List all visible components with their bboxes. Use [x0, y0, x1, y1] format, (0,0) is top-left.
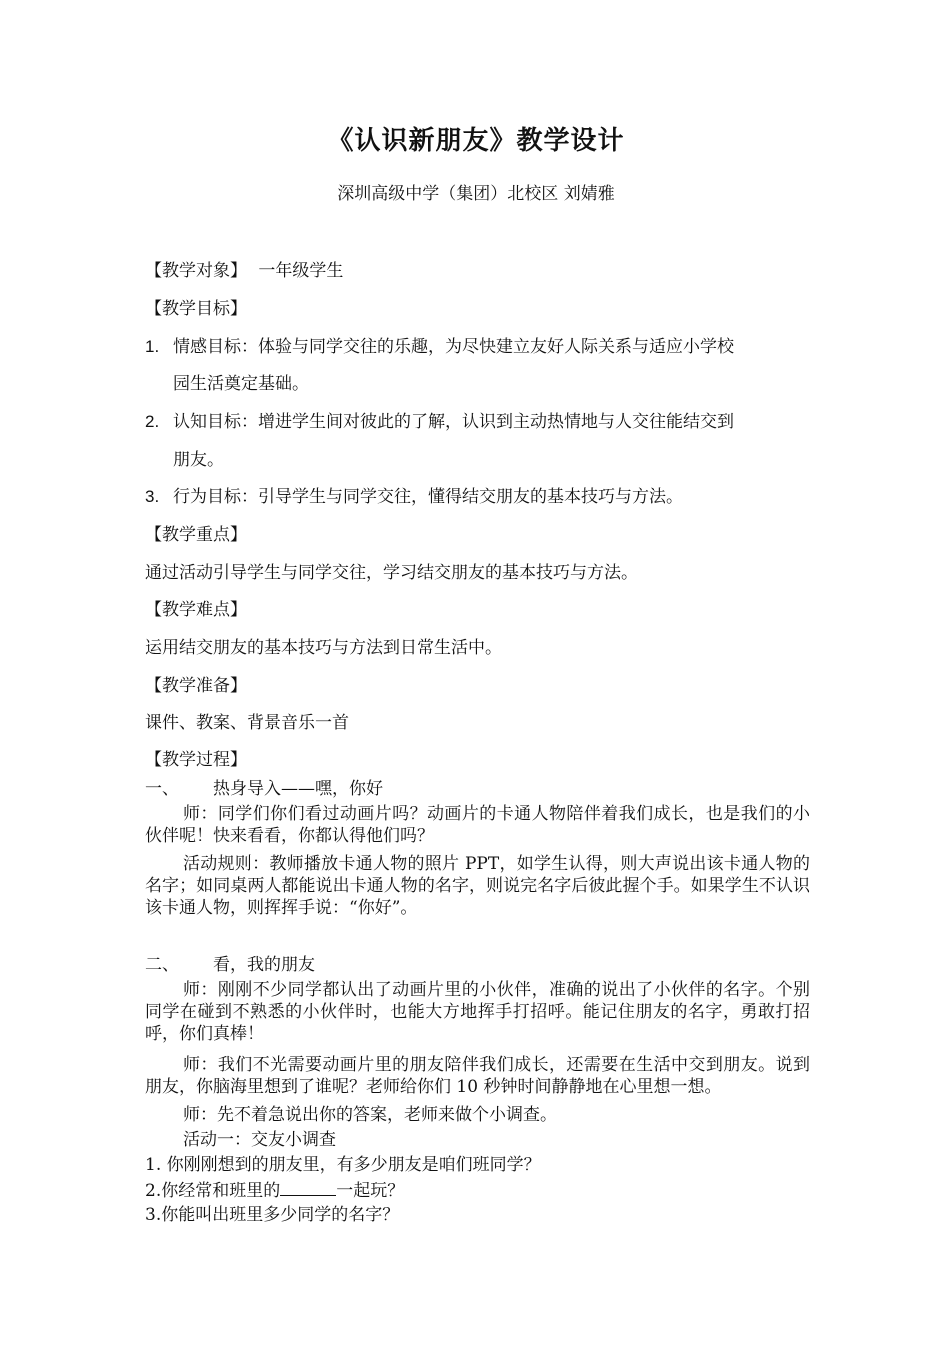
- target-value: 一年级学生: [258, 261, 344, 281]
- goals-label: 【教学目标】: [145, 299, 247, 319]
- goal-number: 1.: [145, 337, 160, 356]
- activity-title: 活动一：交友小调查: [183, 1130, 336, 1150]
- goal-text: 认知目标：增进学生间对彼此的了解，认识到主动热情地与人交往能结交到: [173, 412, 734, 432]
- preparation-text: 课件、教案、背景音乐一首: [145, 713, 349, 733]
- preparation-label: 【教学准备】: [145, 676, 247, 696]
- difficulty-label: 【教学难点】: [145, 600, 247, 620]
- goal-text: 行为目标：引导学生与同学交往，懂得结交朋友的基本技巧与方法。: [173, 487, 683, 507]
- goal-item-1: [145, 336, 734, 358]
- goal-item-3: [145, 486, 683, 508]
- document-author: 深圳高级中学（集团）北校区 刘婧雅: [337, 184, 615, 204]
- goal-text-continued: 园生活奠定基础。: [173, 374, 309, 394]
- target-label: 【教学对象】: [145, 261, 247, 281]
- section-2-paragraph-3: 师：先不着急说出你的答案，老师来做个小调查。: [183, 1105, 557, 1125]
- section-title: 热身导入——嘿，你好: [213, 779, 383, 799]
- question-text: 一起玩？: [336, 1181, 405, 1201]
- document-title: 《认识新朋友》教学设计: [327, 126, 625, 156]
- goal-item-2: [145, 411, 734, 433]
- goal-number: 2.: [145, 412, 160, 431]
- survey-question-2: [145, 1179, 404, 1202]
- section-number: 二、: [145, 955, 179, 975]
- section-number: 一、: [145, 779, 179, 799]
- question-text: 2.你经常和班里的: [145, 1181, 281, 1201]
- goal-text: 情感目标：体验与同学交往的乐趣，为尽快建立友好人际关系与适应小学校: [173, 337, 734, 357]
- section-2-paragraph-1: 师：刚刚不少同学都认出了动画片里的小伙伴，准确的说出了小伙伴的名字。个别同学在碰到不熟悉的小伙伴时，也能大方地挥手打招呼。能记住朋友的名字，勇敢打招呼，你们真棒！: [145, 980, 810, 1044]
- key-point-label: 【教学重点】: [145, 525, 247, 545]
- key-point-text: 通过活动引导学生与同学交往，学习结交朋友的基本技巧与方法。: [145, 563, 638, 583]
- target-row: [145, 260, 343, 282]
- difficulty-text: 运用结交朋友的基本技巧与方法到日常生活中。: [145, 638, 502, 658]
- goal-text-continued: 朋友。: [173, 450, 224, 470]
- section-2-heading: [145, 954, 315, 976]
- section-title: 看，我的朋友: [213, 955, 315, 975]
- section-1-heading: [145, 778, 383, 800]
- section-2-paragraph-2: 师：我们不光需要动画片里的朋友陪伴我们成长，还需要在生活中交到朋友。说到朋友，你脑海里想到了谁呢？老师给你们 10 秒钟时间静静地在心里想一想。: [145, 1055, 810, 1097]
- survey-question-1: 1. 你刚刚想到的朋友里，有多少朋友是咱们班同学？: [145, 1155, 541, 1175]
- process-label: 【教学过程】: [145, 750, 247, 770]
- section-1-paragraph-1: 师：同学们你们看过动画片吗？动画片的卡通人物陪伴着我们成长，也是我们的小伙伴呢！快来看看，你都认得他们吗？: [145, 804, 810, 846]
- section-1-paragraph-2: 活动规则：教师播放卡通人物的照片 PPT，如学生认得，则大声说出该卡通人物的名字；如同桌两人都能说出卡通人物的名字，则说完名字后彼此握个手。如果学生不认识该卡通人物，则挥挥手说：“你好”。: [145, 854, 810, 918]
- fill-in-blank: [280, 1179, 336, 1196]
- survey-question-3: 3.你能叫出班里多少同学的名字？: [145, 1205, 400, 1225]
- goal-number: 3.: [145, 487, 160, 506]
